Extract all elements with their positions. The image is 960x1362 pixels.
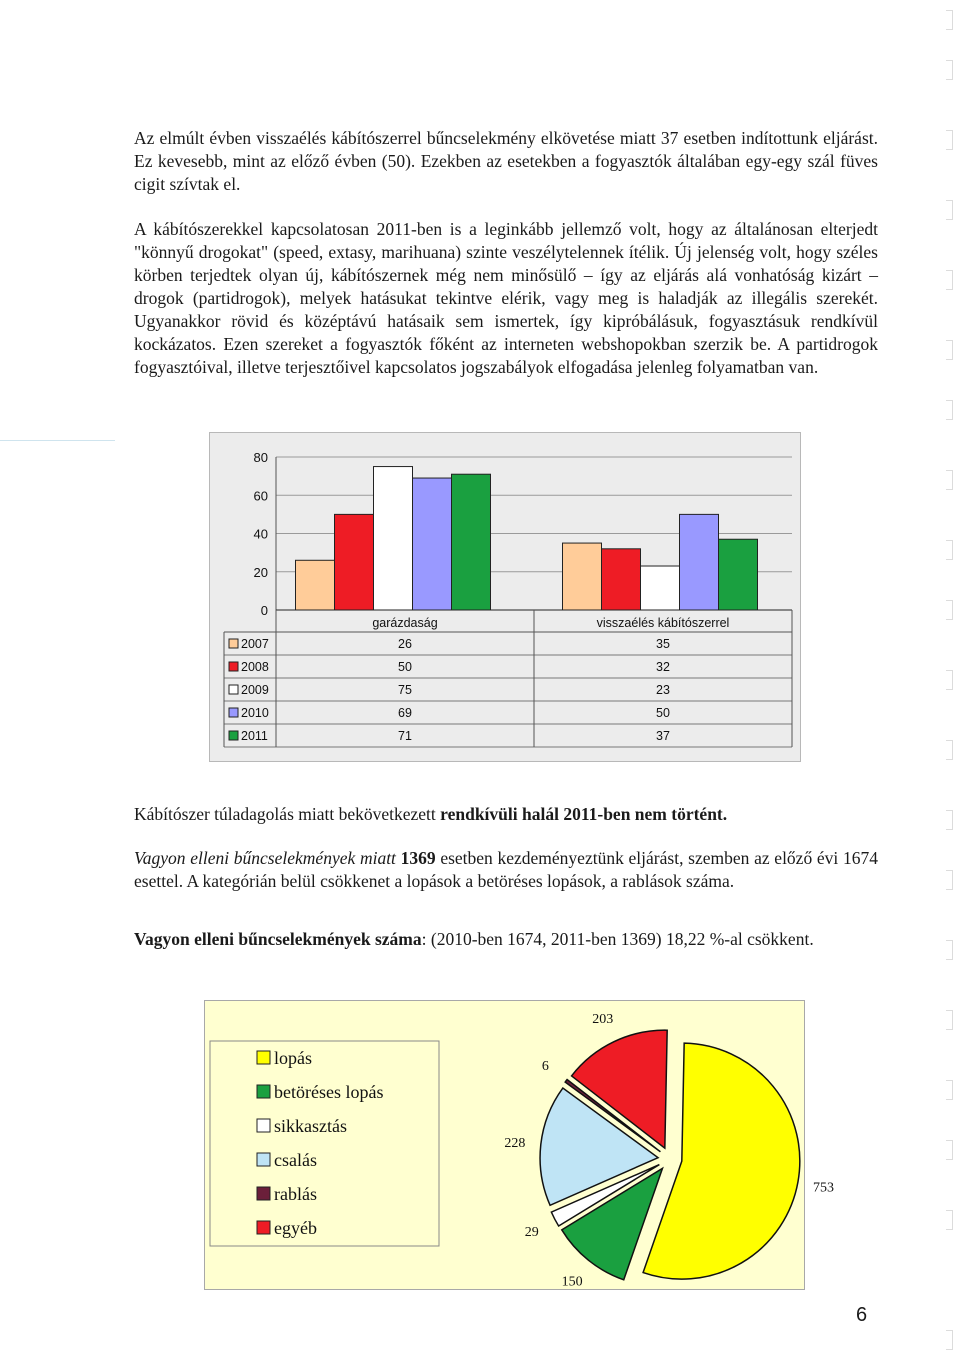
edge-mark [946,200,953,220]
edge-mark [946,540,953,560]
legend-label: sikkasztás [274,1116,347,1136]
legend-label: 2009 [241,683,269,697]
pie-chart [205,1001,835,1290]
data-table-value: 71 [398,729,412,743]
edge-mark [946,870,953,890]
legend-label: csalás [274,1150,317,1170]
edge-mark [946,600,953,620]
legend-swatch [257,1153,270,1166]
edge-mark [946,670,953,690]
edge-mark [946,400,953,420]
bar [413,478,452,610]
legend-label: betöréses lopás [274,1082,384,1102]
bar [719,539,758,610]
legend-swatch [229,639,238,648]
y-tick-label: 60 [253,488,268,504]
property-crime-text: esetben kezdeményeztünk eljárást, szemben az előző évi 1674 esettel. A kategórián belül csökkenet a lopások a betöréses lopások, a rablások száma. [134,848,878,891]
y-tick-label: 40 [253,526,268,542]
property-crime-italic: Vagyon elleni bűncselekmények miatt [134,848,396,868]
legend-swatch [229,662,238,671]
category-label: garázdaság [372,616,438,630]
paragraph-party-drugs: A kábítószerekkel kapcsolatosan 2011-ben is a leginkább jellemző volt, hogy az általánosan elterjedt "könnyű drogokat" (speed, extasy, marihuana) szinte veszélytelennek ítélik. Új jelenség volt, hogy széles körben terjedtek olyan új, kábítószernek még nem minősülő – így az eljárás alá vonhatóság kizárt – drogok (partidrogok), melyek hatásukat tekintve elérik, vagy meg is haladják az illegális szerekét. Ugyanakkor rövid és középtávú hatásaik sem ismertek, így kipróbálásuk, fogyasztásuk rendkívül kockázatos. Ezen szereket a fogyasztók főként az interneten webshopokban szerzik be. A partidrogok fogyasztóival, illetve terjesztőivel kapcsolatos jogszabályok elfogadása jelenleg folyamatban van. [134,219,878,377]
legend-label: 2007 [241,637,269,651]
slice-value-label: 753 [813,1180,835,1196]
data-table-value: 32 [656,660,670,674]
data-table-value: 50 [656,706,670,720]
edge-mark [946,270,953,290]
edge-mark [946,1210,953,1230]
edge-mark [946,1140,953,1160]
edge-mark [946,1080,953,1100]
edge-mark [946,340,953,360]
y-tick-label: 80 [253,450,268,465]
edge-mark [946,470,953,490]
bar [563,543,602,610]
data-table-value: 23 [656,683,670,697]
property-summary-bold: Vagyon elleni bűncselekmények száma [134,929,422,949]
data-table-value: 75 [398,683,412,697]
bar [374,467,413,610]
property-summary-text: : (2010-ben 1674, 2011-ben 1369) 18,22 %-al csökkent. [421,929,814,949]
edge-mark [946,10,953,30]
paragraph-overdose [134,803,878,826]
legend-swatch [229,708,238,717]
bar [641,566,680,610]
overdose-bold-text: rendkívüli halál 2011-ben nem történt. [440,804,728,824]
legend-swatch [257,1051,270,1064]
data-table-value: 35 [656,637,670,651]
data-table-value: 69 [398,706,412,720]
property-crime-count: 1369 [400,848,436,868]
bar [452,474,491,610]
legend-label: 2011 [241,729,268,743]
legend-label: 2010 [241,706,269,720]
legend-label: lopás [274,1048,312,1068]
legend-box [210,1041,439,1246]
paragraph-drug-cases: Az elmúlt évben visszaélés kábítószerrel bűncselekmény elkövetése miatt 37 esetben indítottunk eljárást. Ez kevesebb, mint az előző évben (50). Ezekben az esetekben a fogyasztók általában egy-egy szál füves cigit szívtak el. [134,128,878,194]
data-table-value: 50 [398,660,412,674]
paragraph-property-crime [134,847,878,893]
pie-chart-panel [204,1000,835,1290]
bar-chart-panel [209,432,801,762]
legend-swatch [257,1119,270,1132]
legend-label: egyéb [274,1218,317,1238]
bar [296,560,335,610]
slice-value-label: 203 [592,1012,614,1028]
bar [602,549,641,610]
slice-value-label: 150 [561,1274,583,1290]
legend-swatch [257,1085,270,1098]
legend-label: rablás [274,1184,317,1204]
slice-value-label: 29 [524,1225,539,1241]
legend-swatch [229,731,238,740]
page-number: 6 [856,1304,868,1326]
overdose-text: Kábítószer túladagolás miatt bekövetkezett [134,804,441,824]
paragraph-property-summary [134,928,878,951]
edge-mark [946,940,953,960]
edge-mark [946,740,953,760]
slice-value-label: 6 [541,1059,549,1075]
slice-value-label: 228 [504,1136,526,1152]
edge-mark [946,130,953,150]
y-tick-label: 0 [260,603,268,618]
bar-chart [210,433,800,761]
data-table-value: 37 [656,729,670,743]
edge-mark [946,810,953,830]
bar [335,514,374,610]
legend-swatch [229,685,238,694]
margin-rule [0,440,115,441]
y-tick-label: 20 [253,564,268,580]
data-table-value: 26 [398,637,412,651]
edge-mark [946,60,953,80]
legend-label: 2008 [241,660,269,674]
edge-mark [946,1330,953,1350]
legend-swatch [257,1221,270,1234]
category-label: visszaélés kábítószerrel [596,616,730,630]
legend-swatch [257,1187,270,1200]
edge-mark [946,1010,953,1030]
bar [680,514,719,610]
